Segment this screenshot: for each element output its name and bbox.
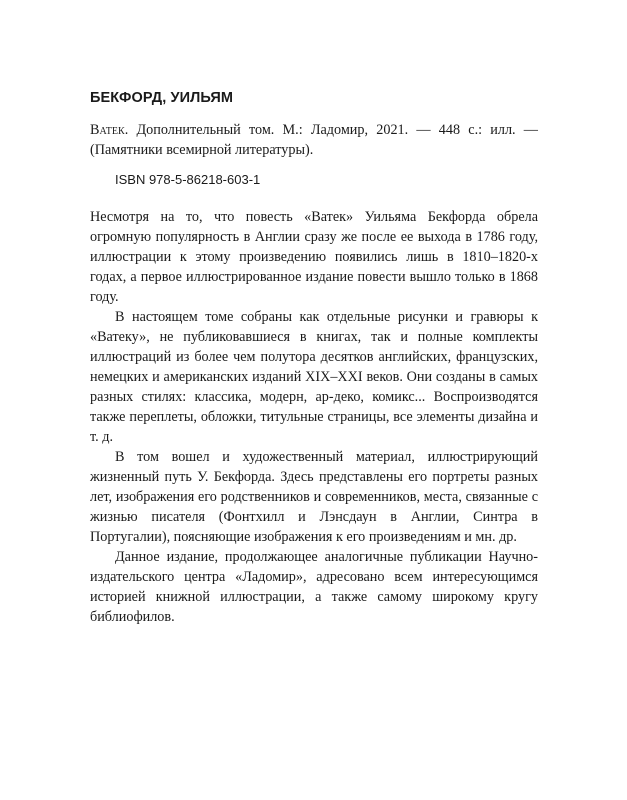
paragraph: Несмотря на то, что повесть «Ватек» Уильяма Бекфорда обрела огромную популярность в Англии сразу же после ее выхода в 1786 году, иллюстрации к этому произведению появились лишь в 1810–1820-х годах, а первое иллюстрированное издание повести вышло только в 1868 году. [90,209,538,305]
bibliographic-details: . Дополнительный том. М.: Ладомир, 2021. — 448 с.: илл. — (Памятники всемирной литературы). [90,122,538,158]
annotation-text [90,207,538,627]
book-title: Ватек [90,122,125,138]
paragraph: Данное издание, продолжающее аналогичные публикации Научно-издательского центра «Ладомир», адресовано всем интересующимся историей книжной иллюстрации, а также самому широкому кругу библиофилов. [90,549,538,625]
isbn: ISBN 978-5-86218-603-1 [115,172,261,187]
page [90,90,538,627]
paragraph: В том вошел и художественный материал, иллюстрирующий жизненный путь У. Бекфорда. Здесь представлены его портреты разных лет, изображения его родственников и современников, места, связанные с жизнью писателя (Фонтхилл и Лэнсдаун в Англии, Синтра в Португалии), поясняющие изображения к его произведениям и мн. др. [90,449,538,545]
bibliographic-record [90,120,538,160]
paragraph: В настоящем томе собраны как отдельные рисунки и гравюры к «Ватеку», не публиковавшиеся в книгах, так и полные комплекты иллюстраций из более чем полутора десятков английских, французских, немецких и американских изданий XIX–XXI веков. Они созданы в самых разных стилях: классика, модерн, ар-деко, комикс... Воспроизводятся также переплеты, обложки, титульные страницы, все элементы дизайна и т. д. [90,309,538,445]
author-heading: БЕКФОРД, УИЛЬЯМ [90,90,234,106]
